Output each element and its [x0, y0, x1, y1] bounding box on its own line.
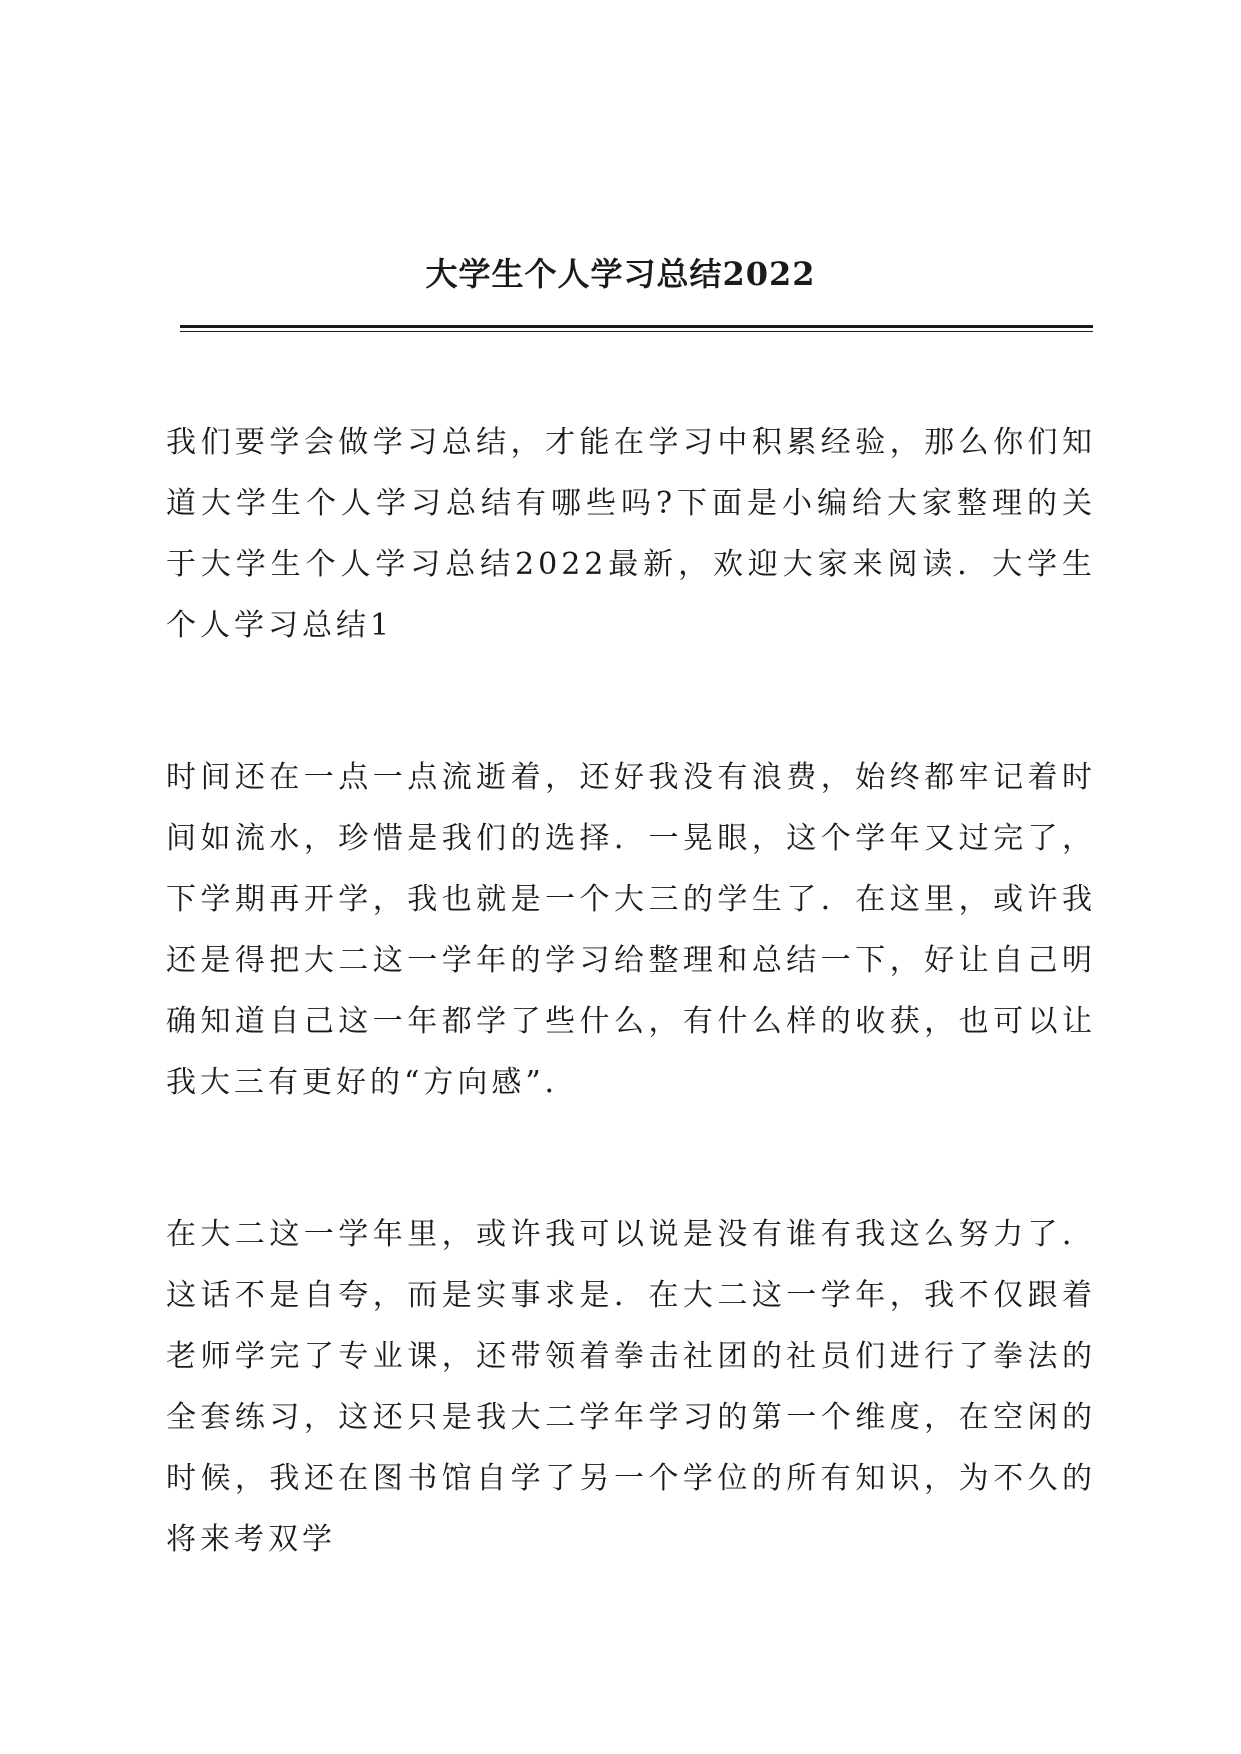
- paragraph-sophomore-year: 在大二这一学年里，或许我可以说是没有谁有我这么努力了．这话不是自夸，而是实事求是．在大二这一学年，我不仅跟着老师学完了专业课，还带领着拳击社团的社员们进行了拳法的全套练习，这还只是我大二学年学习的第一个维度，在空闲的时候，我还在图书馆自学了另一个学位的所有知识，为不久的将来考双学: [166, 1217, 1096, 1557]
- document-body: [166, 412, 1096, 1661]
- document-title: 大学生个人学习总结2022: [425, 255, 816, 293]
- title-double-rule: [180, 325, 1093, 332]
- paragraph-intro: 我们要学会做学习总结，才能在学习中积累经验，那么你们知道大学生个人学习总结有哪些吗?下面是小编给大家整理的关于大学生个人学习总结2022最新，欢迎大家来阅读．大学生个人学习总结1: [166, 425, 1096, 643]
- paragraph-time: 时间还在一点一点流逝着，还好我没有浪费，始终都牢记着时间如流水，珍惜是我们的选择．一晃眼，这个学年又过完了，下学期再开学，我也就是一个大三的学生了．在这里，或许我还是得把大二这一学年的学习给整理和总结一下，好让自己明确知道自己这一年都学了些什么，有什么样的收获，也可以让我大三有更好的“方向感”．: [166, 760, 1096, 1100]
